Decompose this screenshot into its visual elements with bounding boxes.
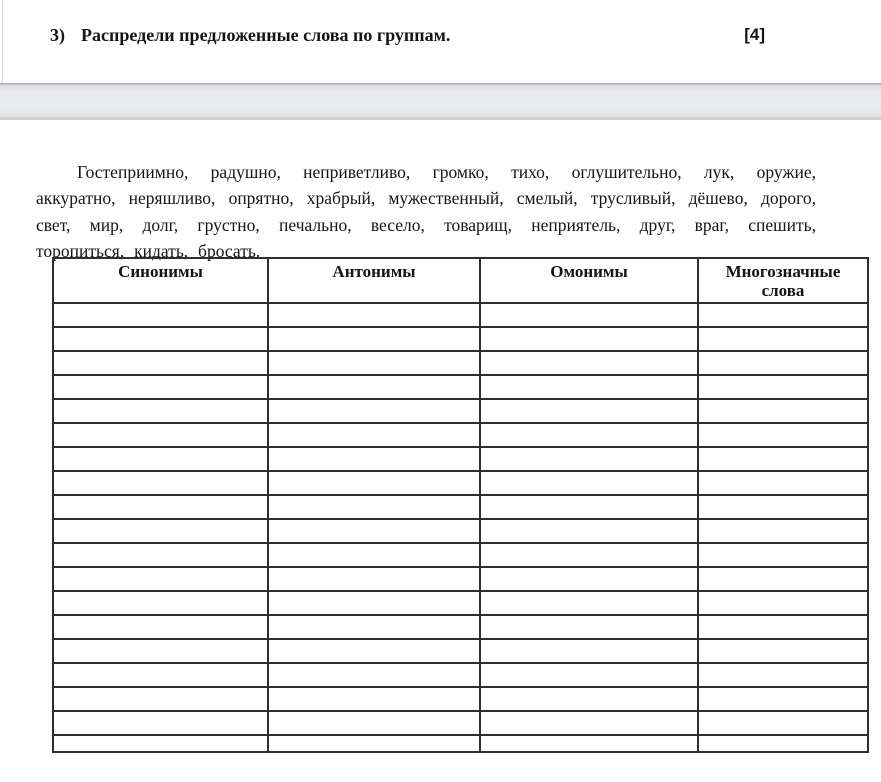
page-left-edge-line bbox=[2, 0, 3, 83]
table-row bbox=[53, 423, 868, 447]
table-cell bbox=[698, 351, 868, 375]
table-cell bbox=[698, 399, 868, 423]
table-header-row bbox=[53, 258, 868, 303]
table-cell bbox=[268, 591, 480, 615]
table-row bbox=[53, 447, 868, 471]
table-cell bbox=[53, 711, 268, 735]
table-cell bbox=[480, 471, 698, 495]
table-cell bbox=[53, 471, 268, 495]
table-cell bbox=[53, 495, 268, 519]
table-cell bbox=[53, 567, 268, 591]
header-homonyms: Омонимы bbox=[480, 258, 698, 303]
table-row bbox=[53, 519, 868, 543]
table-cell bbox=[53, 327, 268, 351]
table-row bbox=[53, 495, 868, 519]
table-row bbox=[53, 543, 868, 567]
table-cell bbox=[480, 447, 698, 471]
table-cell bbox=[698, 327, 868, 351]
table-row bbox=[53, 399, 868, 423]
table-cell bbox=[268, 351, 480, 375]
table-cell bbox=[480, 495, 698, 519]
table-cell bbox=[698, 567, 868, 591]
table-cell bbox=[698, 303, 868, 327]
table-cell bbox=[698, 639, 868, 663]
table-cell bbox=[698, 375, 868, 399]
table-cell bbox=[53, 519, 268, 543]
table-cell bbox=[268, 495, 480, 519]
task-score: [4] bbox=[744, 25, 765, 44]
table-row bbox=[53, 687, 868, 711]
table-cell bbox=[480, 375, 698, 399]
table-cell bbox=[268, 375, 480, 399]
table-cell bbox=[480, 615, 698, 639]
table-cell bbox=[480, 399, 698, 423]
table-cell bbox=[698, 591, 868, 615]
table-cell bbox=[698, 735, 868, 752]
table-cell bbox=[268, 663, 480, 687]
table-cell bbox=[53, 735, 268, 752]
table-cell bbox=[480, 591, 698, 615]
table-header bbox=[53, 258, 868, 303]
task-header-left bbox=[50, 23, 450, 47]
table-cell bbox=[480, 519, 698, 543]
table-cell bbox=[268, 687, 480, 711]
table-row bbox=[53, 303, 868, 327]
table-cell bbox=[268, 567, 480, 591]
table-cell bbox=[268, 399, 480, 423]
table-cell bbox=[698, 711, 868, 735]
table-row bbox=[53, 591, 868, 615]
table-cell bbox=[698, 615, 868, 639]
table-cell bbox=[268, 543, 480, 567]
table-row bbox=[53, 663, 868, 687]
table-cell bbox=[53, 375, 268, 399]
table-row bbox=[53, 567, 868, 591]
table-cell bbox=[698, 471, 868, 495]
table-cell bbox=[480, 327, 698, 351]
task-number: 3) bbox=[50, 25, 65, 45]
table-row bbox=[53, 711, 868, 735]
word-list-paragraph: Гостеприимно, радушно, неприветливо, громко, тихо, оглушительно, лук, оружие, аккуратно, неряшливо, опрятно, храбрый, мужественный, смелый, трусливый, дёшево, дорого, свет, мир, долг, грустно, печально, весело, товарищ, неприятель, друг, враг, спешить, торопиться, кидать, бросать. bbox=[36, 161, 816, 261]
page-separator-band bbox=[0, 83, 881, 120]
table-cell bbox=[480, 423, 698, 447]
table-cell bbox=[53, 663, 268, 687]
header-synonyms: Синонимы bbox=[53, 258, 268, 303]
table-cell bbox=[268, 639, 480, 663]
table-cell bbox=[53, 351, 268, 375]
words-table bbox=[52, 257, 869, 753]
table-cell bbox=[268, 327, 480, 351]
table-cell bbox=[53, 447, 268, 471]
header-polysemous-words: Многозначные слова bbox=[698, 258, 868, 303]
table-cell bbox=[698, 663, 868, 687]
table-cell bbox=[53, 591, 268, 615]
table-row bbox=[53, 735, 868, 752]
table-cell bbox=[268, 447, 480, 471]
table-cell bbox=[698, 495, 868, 519]
table-cell bbox=[53, 303, 268, 327]
table-cell bbox=[53, 399, 268, 423]
table-cell bbox=[268, 711, 480, 735]
table-row bbox=[53, 351, 868, 375]
table-cell bbox=[480, 687, 698, 711]
table-cell bbox=[698, 519, 868, 543]
table-cell bbox=[698, 423, 868, 447]
table-cell bbox=[698, 543, 868, 567]
table-cell bbox=[480, 567, 698, 591]
table-row bbox=[53, 471, 868, 495]
table-cell bbox=[698, 447, 868, 471]
table-cell bbox=[480, 543, 698, 567]
table-cell bbox=[480, 639, 698, 663]
table-cell bbox=[480, 303, 698, 327]
table-cell bbox=[268, 615, 480, 639]
table-cell bbox=[53, 639, 268, 663]
header-antonyms: Антонимы bbox=[268, 258, 480, 303]
table-cell bbox=[480, 711, 698, 735]
table-cell bbox=[53, 423, 268, 447]
table-cell bbox=[268, 519, 480, 543]
table-cell bbox=[268, 423, 480, 447]
table-cell bbox=[480, 663, 698, 687]
table-cell bbox=[698, 687, 868, 711]
table-cell bbox=[53, 543, 268, 567]
table-row bbox=[53, 639, 868, 663]
table-cell bbox=[268, 735, 480, 752]
table-cell bbox=[480, 735, 698, 752]
table-cell bbox=[480, 351, 698, 375]
table-row bbox=[53, 327, 868, 351]
table-cell bbox=[53, 615, 268, 639]
table-body bbox=[53, 303, 868, 752]
table-cell bbox=[268, 471, 480, 495]
table-cell bbox=[268, 303, 480, 327]
table-row bbox=[53, 615, 868, 639]
task-header bbox=[50, 23, 765, 47]
task-title: Распредели предложенные слова по группам. bbox=[81, 25, 451, 45]
table-row bbox=[53, 375, 868, 399]
table-cell bbox=[53, 687, 268, 711]
